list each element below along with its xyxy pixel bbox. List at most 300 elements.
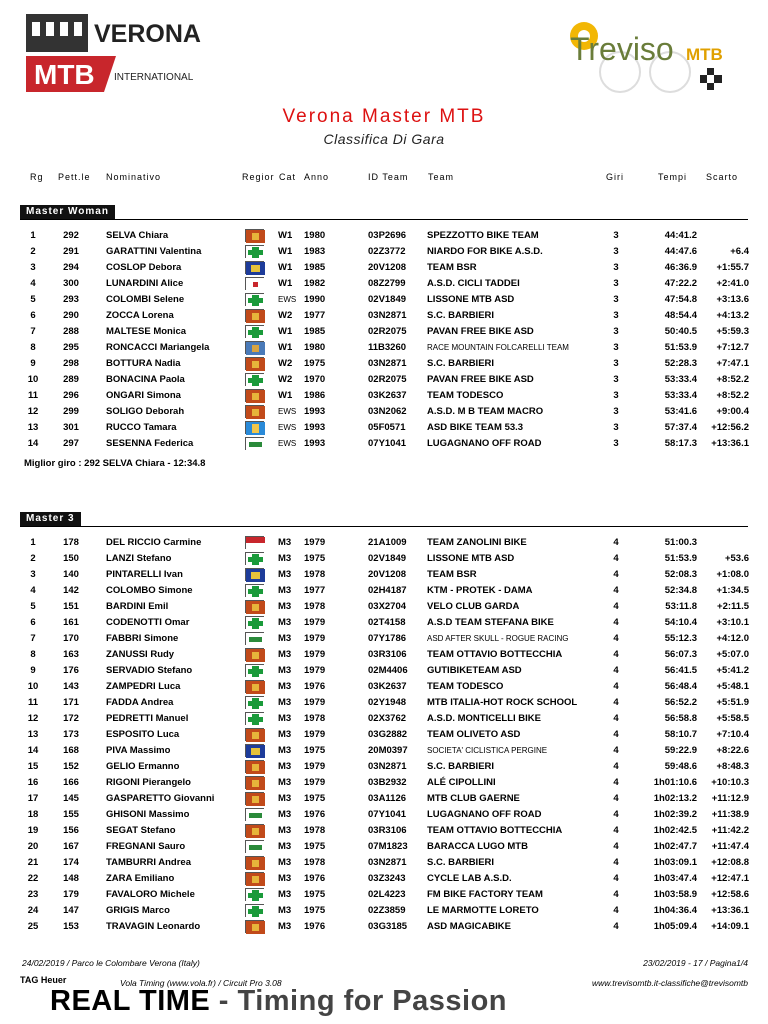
cell-name: ZOCCA Lorena — [106, 310, 174, 322]
table-row — [0, 583, 768, 599]
cell-bib: 143 — [63, 681, 79, 693]
cell-rank: 10 — [27, 681, 39, 693]
cell-laps: 4 — [613, 633, 619, 645]
region-flag-icon — [245, 840, 264, 853]
treviso-mtb-logo — [560, 12, 732, 98]
cell-rank: 13 — [27, 422, 39, 434]
cell-rank: 23 — [27, 889, 39, 901]
cell-laps: 4 — [613, 649, 619, 661]
cell-laps: 3 — [613, 374, 619, 386]
cell-team-id: 07Y1786 — [368, 633, 407, 645]
cell-team: PAVAN FREE BIKE ASD — [427, 374, 534, 386]
logo-treviso-suffix: MTB — [686, 45, 723, 64]
cell-team: SPEZZOTTO BIKE TEAM — [427, 230, 539, 241]
col-cat: Cat — [279, 172, 297, 182]
cell-rank: 4 — [30, 585, 36, 597]
page-subtitle: Classifica Di Gara — [323, 131, 445, 147]
cell-bib: 163 — [63, 649, 79, 661]
table-row — [0, 711, 768, 727]
cell-time: 56:58.8 — [664, 713, 697, 725]
cell-laps: 4 — [613, 889, 619, 901]
cell-year: 1979 — [304, 537, 326, 548]
cell-name: PIVA Massimo — [106, 745, 171, 757]
table-row — [0, 308, 768, 324]
cell-laps: 3 — [613, 246, 619, 258]
cell-rank: 11 — [27, 390, 39, 402]
cell-category: W1 — [278, 230, 293, 241]
cell-laps: 4 — [613, 777, 619, 789]
cell-gap: +5:07.0 — [716, 649, 749, 661]
cell-time: 1h01:10.6 — [653, 777, 697, 789]
cell-rank: 9 — [30, 665, 36, 677]
cell-rank: 7 — [30, 326, 36, 338]
cell-time: 1h03:47.4 — [653, 873, 697, 885]
cell-bib: 151 — [63, 601, 79, 613]
cell-team-id: 03G3185 — [368, 921, 408, 933]
cell-team: A.S.D TEAM STEFANA BIKE — [427, 617, 554, 629]
cell-time: 51:53.9 — [664, 553, 697, 565]
table-row — [0, 839, 768, 855]
cell-time: 53:41.6 — [664, 406, 697, 418]
region-flag-icon — [245, 389, 264, 402]
table-row — [0, 743, 768, 759]
cell-year: 1976 — [304, 809, 326, 821]
cell-laps: 4 — [613, 713, 619, 725]
cell-year: 1982 — [304, 278, 326, 290]
cell-rank: 14 — [27, 745, 39, 757]
cell-team-id: 02V1849 — [368, 294, 407, 306]
table-row — [0, 420, 768, 436]
table-row — [0, 340, 768, 356]
cell-gap: +10:10.3 — [711, 777, 749, 789]
cell-team: ASD BIKE TEAM 53.3 — [427, 422, 524, 434]
page-title: Verona Master MTB — [282, 106, 486, 127]
cell-team: KTM - PROTEK - DAMA — [427, 585, 533, 597]
cell-laps: 4 — [613, 809, 619, 821]
cell-year: 1979 — [304, 729, 326, 741]
cell-gap: +9:00.4 — [716, 406, 749, 418]
col-tempi: Tempi — [658, 172, 688, 182]
cell-team-id: 05F0571 — [368, 422, 406, 434]
cell-name: GARATTINI Valentina — [106, 246, 202, 258]
region-flag-icon — [245, 872, 264, 885]
cell-time: 56:48.4 — [664, 681, 697, 693]
cell-category: M3 — [278, 665, 292, 677]
cell-laps: 4 — [613, 681, 619, 693]
cell-time: 47:22.2 — [664, 278, 697, 290]
cell-team-id: 02V1849 — [368, 553, 407, 565]
table-row — [0, 791, 768, 807]
cell-time: 59:48.6 — [664, 761, 697, 773]
table-row — [0, 356, 768, 372]
cell-rank: 18 — [27, 809, 39, 821]
col-giri: Giri — [606, 172, 624, 182]
cell-team: TEAM TODESCO — [427, 390, 504, 402]
cell-team-id: 21A1009 — [368, 537, 407, 548]
cell-laps: 4 — [613, 617, 619, 629]
cell-name: RIGONI Pierangelo — [106, 777, 191, 789]
cell-rank: 12 — [27, 713, 39, 725]
cell-team-id: 03N2062 — [368, 406, 407, 418]
cell-team: TEAM OTTAVIO BOTTECCHIA — [427, 649, 563, 661]
cell-year: 1983 — [304, 246, 326, 258]
region-flag-icon — [245, 792, 264, 805]
cell-team-id: 07M1823 — [368, 841, 408, 853]
cell-name: PINTARELLI Ivan — [106, 569, 183, 581]
cell-team: LUGAGNANO OFF ROAD — [427, 809, 542, 821]
cell-time: 53:33.4 — [664, 390, 697, 402]
cell-year: 1979 — [304, 633, 326, 645]
cell-team: MTB CLUB GAERNE — [427, 793, 520, 805]
cell-name: DEL RICCIO Carmine — [106, 537, 202, 548]
cell-team-id: 02H4187 — [368, 585, 407, 597]
cell-team-id: 03R3106 — [368, 649, 407, 661]
cell-time: 50:40.5 — [664, 326, 697, 338]
cell-team: TEAM ZANOLINI BIKE — [427, 537, 527, 548]
cell-category: W1 — [278, 342, 293, 354]
table-row — [0, 663, 768, 679]
cell-name: TRAVAGIN Leonardo — [106, 921, 201, 933]
cell-name: CODENOTTI Omar — [106, 617, 190, 629]
cell-bib: 295 — [63, 342, 79, 354]
cell-time: 51:53.9 — [664, 342, 697, 354]
cell-bib: 297 — [63, 438, 79, 450]
cell-time: 46:36.9 — [664, 262, 697, 274]
cell-team: ALÉ CIPOLLINI — [427, 777, 496, 789]
cell-team-id: 08Z2799 — [368, 278, 406, 290]
cell-category: M3 — [278, 857, 292, 869]
region-flag-icon — [245, 293, 264, 306]
cell-time: 52:34.8 — [664, 585, 697, 597]
cell-gap: +5:41.2 — [716, 665, 749, 677]
cell-time: 52:08.3 — [664, 569, 697, 581]
cell-name: GELIO Ermanno — [106, 761, 180, 773]
cell-bib: 161 — [63, 617, 79, 629]
cell-gap: +4:13.2 — [716, 310, 749, 322]
cell-team-id: 03B2932 — [368, 777, 407, 789]
cell-rank: 9 — [30, 358, 36, 370]
region-flag-icon — [245, 405, 264, 418]
cell-gap: +8:48.3 — [716, 761, 749, 773]
region-flag-icon — [245, 696, 264, 709]
cell-year: 1978 — [304, 825, 326, 837]
region-flag-icon — [245, 904, 264, 917]
cell-year: 1990 — [304, 294, 326, 306]
cell-name: PEDRETTI Manuel — [106, 713, 189, 725]
cell-rank: 20 — [27, 841, 39, 853]
cell-team-id: 02Z3859 — [368, 905, 406, 917]
col-anno: Anno — [304, 172, 330, 182]
cell-year: 1977 — [304, 310, 326, 322]
cell-gap: +11:47.4 — [711, 841, 749, 853]
cell-rank: 6 — [30, 617, 36, 629]
cell-gap: +12:58.6 — [711, 889, 749, 901]
cell-gap: +6.4 — [730, 246, 749, 258]
table-row — [0, 919, 768, 935]
cell-year: 1979 — [304, 761, 326, 773]
cell-laps: 4 — [613, 825, 619, 837]
cell-team-id: 20V1208 — [368, 569, 407, 581]
section-divider — [20, 219, 748, 220]
region-flag-icon — [245, 632, 264, 645]
cell-category: M3 — [278, 569, 292, 581]
cell-year: 1979 — [304, 697, 326, 709]
cell-bib: 174 — [63, 857, 79, 869]
cell-gap: +7:10.4 — [716, 729, 749, 741]
cell-time: 1h05:09.4 — [653, 921, 697, 933]
cell-rank: 10 — [27, 374, 39, 386]
cell-gap: +12:56.2 — [711, 422, 749, 434]
cell-team: PAVAN FREE BIKE ASD — [427, 326, 534, 338]
cell-rank: 5 — [30, 294, 36, 306]
cell-team: TEAM TODESCO — [427, 681, 504, 693]
best-lap: Miglior giro : 292 SELVA Chiara - 12:34.8 — [24, 458, 206, 469]
cell-year: 1976 — [304, 921, 326, 933]
cell-bib: 155 — [63, 809, 79, 821]
table-row — [0, 887, 768, 903]
cell-category: W1 — [278, 246, 293, 258]
cell-team: A.S.D. M B TEAM MACRO — [427, 406, 544, 418]
cell-bib: 178 — [63, 537, 79, 548]
cell-bib: 296 — [63, 390, 79, 402]
region-flag-icon — [245, 584, 264, 597]
cell-laps: 3 — [613, 390, 619, 402]
cell-bib: 145 — [63, 793, 79, 805]
table-row — [0, 551, 768, 567]
col-scarto: Scarto — [706, 172, 739, 182]
col-id-team: ID Team — [368, 172, 409, 182]
cell-team: TEAM OTTAVIO BOTTECCHIA — [427, 825, 563, 837]
region-flag-icon — [245, 437, 264, 450]
cell-time: 54:10.4 — [664, 617, 697, 629]
cell-laps: 3 — [613, 230, 619, 241]
cell-team-id: 03P2696 — [368, 230, 407, 241]
region-flag-icon — [245, 341, 264, 354]
cell-category: M3 — [278, 553, 292, 565]
cell-name: FAVALORO Michele — [106, 889, 195, 901]
table-row — [0, 647, 768, 663]
cell-gap: +5:51.9 — [716, 697, 749, 709]
cell-name: MALTESE Monica — [106, 326, 187, 338]
cell-team: A.S.D. MONTICELLI BIKE — [427, 713, 541, 725]
table-row — [0, 324, 768, 340]
cell-team: S.C. BARBIERI — [427, 310, 495, 322]
cell-year: 1979 — [304, 617, 326, 629]
col-nome: Nominativo — [106, 172, 162, 182]
cell-team: S.C. BARBIERI — [427, 761, 495, 773]
cell-laps: 4 — [613, 745, 619, 757]
cell-category: M3 — [278, 537, 292, 548]
cell-bib: 171 — [63, 697, 79, 709]
cell-team-id: 07Y1041 — [368, 438, 407, 450]
cell-rank: 6 — [30, 310, 36, 322]
cell-laps: 3 — [613, 262, 619, 274]
cell-bib: 176 — [63, 665, 79, 677]
cell-year: 1976 — [304, 873, 326, 885]
cell-time: 48:54.4 — [664, 310, 697, 322]
cell-time: 56:52.2 — [664, 697, 697, 709]
cell-gap: +5:59.3 — [716, 326, 749, 338]
cell-team: TEAM BSR — [427, 569, 477, 581]
col-rg: Rg — [30, 172, 44, 182]
cell-gap: +8:22.6 — [716, 745, 749, 757]
cell-team: GUTIBIKETEAM ASD — [427, 665, 522, 677]
section-label: Master Woman — [20, 205, 115, 219]
cell-team: RACE MOUNTAIN FOLCARELLI TEAM — [427, 343, 569, 353]
column-headers — [0, 172, 768, 186]
region-flag-icon — [245, 421, 264, 434]
cell-category: M3 — [278, 745, 292, 757]
cell-bib: 147 — [63, 905, 79, 917]
cell-category: M3 — [278, 873, 292, 885]
region-flag-icon — [245, 712, 264, 725]
cell-bib: 290 — [63, 310, 79, 322]
table-row — [0, 631, 768, 647]
cell-team-id: 20M0397 — [368, 745, 408, 757]
cell-name: BARDINI Emil — [106, 601, 169, 613]
cell-team-id: 02Y1948 — [368, 697, 407, 709]
cell-category: W2 — [278, 310, 293, 322]
cell-time: 55:12.3 — [664, 633, 697, 645]
cell-team: BARACCA LUGO MTB — [427, 841, 528, 853]
cell-category: M3 — [278, 793, 292, 805]
cell-team-id: 02L4223 — [368, 889, 406, 901]
cell-year: 1979 — [304, 649, 326, 661]
cell-team: LISSONE MTB ASD — [427, 553, 515, 565]
cell-name: TAMBURRI Andrea — [106, 857, 191, 869]
cell-category: M3 — [278, 905, 292, 917]
region-flag-icon — [245, 616, 264, 629]
region-flag-icon — [245, 808, 264, 821]
cell-laps: 3 — [613, 422, 619, 434]
cell-team-id: 02R2075 — [368, 374, 407, 386]
cell-team-id: 03A1126 — [368, 793, 407, 805]
cell-gap: +1:08.0 — [716, 569, 749, 581]
cell-year: 1975 — [304, 841, 326, 853]
section-label: Master 3 — [20, 512, 81, 526]
cell-rank: 21 — [27, 857, 39, 869]
cell-time: 53:33.4 — [664, 374, 697, 386]
cell-bib: 152 — [63, 761, 79, 773]
cell-year: 1980 — [304, 342, 326, 354]
tagheuer-logo: TAG Heuer — [20, 975, 67, 985]
cell-rank: 13 — [27, 729, 39, 741]
region-flag-icon — [245, 568, 264, 581]
cell-bib: 142 — [63, 585, 79, 597]
cell-bib: 299 — [63, 406, 79, 418]
banner-real-time: REAL TIME — [50, 985, 211, 1017]
cell-year: 1985 — [304, 326, 326, 338]
cell-category: W2 — [278, 358, 293, 370]
cell-rank: 17 — [27, 793, 39, 805]
cell-bib: 166 — [63, 777, 79, 789]
cell-year: 1976 — [304, 681, 326, 693]
cell-bib: 301 — [63, 422, 79, 434]
table-row — [0, 599, 768, 615]
region-flag-icon — [245, 856, 264, 869]
cell-laps: 4 — [613, 569, 619, 581]
region-flag-icon — [245, 680, 264, 693]
col-team: Team — [428, 172, 455, 182]
cell-team: TEAM OLIVETO ASD — [427, 729, 521, 741]
cell-laps: 4 — [613, 761, 619, 773]
cell-rank: 2 — [30, 553, 36, 565]
cell-laps: 4 — [613, 553, 619, 565]
cell-time: 59:22.9 — [664, 745, 697, 757]
cell-category: M3 — [278, 729, 292, 741]
region-flag-icon — [245, 760, 264, 773]
cell-rank: 2 — [30, 246, 36, 258]
cell-gap: +8:52.2 — [716, 390, 749, 402]
cell-team-id: 03N2871 — [368, 358, 407, 370]
footer-top — [20, 958, 748, 970]
cell-gap: +5:58.5 — [716, 713, 749, 725]
cell-bib: 156 — [63, 825, 79, 837]
cell-name: ONGARI Simona — [106, 390, 181, 402]
cell-bib: 288 — [63, 326, 79, 338]
cell-category: W1 — [278, 278, 293, 290]
cell-rank: 1 — [30, 230, 36, 241]
logo-treviso-text: Treviso — [570, 31, 674, 67]
cell-laps: 3 — [613, 342, 619, 354]
cell-time: 56:41.5 — [664, 665, 697, 677]
cell-laps: 3 — [613, 326, 619, 338]
cell-name: COSLOP Debora — [106, 262, 182, 274]
cell-name: COLOMBI Selene — [106, 294, 185, 306]
cell-team: SOCIETA' CICLISTICA PERGINE — [427, 746, 548, 756]
cell-team-id: 02T4158 — [368, 617, 406, 629]
cell-rank: 8 — [30, 649, 36, 661]
cell-team: CYCLE LAB A.S.D. — [427, 873, 512, 885]
cell-name: LANZI Stefano — [106, 553, 172, 565]
cell-name: SESENNA Federica — [106, 438, 194, 450]
cell-team-id: 20V1208 — [368, 262, 407, 274]
cell-name: COLOMBO Simone — [106, 585, 193, 597]
logo-international-text: INTERNATIONAL — [114, 72, 194, 83]
cell-year: 1975 — [304, 553, 326, 565]
cell-bib: 167 — [63, 841, 79, 853]
region-flag-icon — [245, 552, 264, 565]
cell-gap: +11:42.2 — [711, 825, 749, 837]
cell-laps: 4 — [613, 601, 619, 613]
cell-team: ASD AFTER SKULL - ROGUE RACING — [427, 634, 569, 644]
cell-laps: 4 — [613, 537, 619, 548]
cell-year: 1975 — [304, 745, 326, 757]
table-row — [0, 855, 768, 871]
table-row — [0, 823, 768, 839]
logo-mtb-text: MTB — [34, 59, 95, 90]
region-flag-icon — [245, 261, 264, 274]
cell-laps: 3 — [613, 438, 619, 450]
table-row — [0, 372, 768, 388]
cell-team-id: 03N2871 — [368, 310, 407, 322]
table-row — [0, 388, 768, 404]
cell-category: EWS — [278, 295, 297, 305]
timing-banner — [50, 985, 507, 1018]
cell-team: LE MARMOTTE LORETO — [427, 905, 539, 917]
cell-year: 1980 — [304, 230, 326, 241]
cell-team: TEAM BSR — [427, 262, 477, 274]
cell-gap: +12:47.1 — [711, 873, 749, 885]
cell-year: 1985 — [304, 262, 326, 274]
cell-rank: 5 — [30, 601, 36, 613]
cell-year: 1993 — [304, 438, 326, 450]
cell-category: M3 — [278, 585, 292, 597]
cell-year: 1978 — [304, 569, 326, 581]
cell-category: M3 — [278, 777, 292, 789]
table-row — [0, 903, 768, 919]
region-flag-icon — [245, 357, 264, 370]
